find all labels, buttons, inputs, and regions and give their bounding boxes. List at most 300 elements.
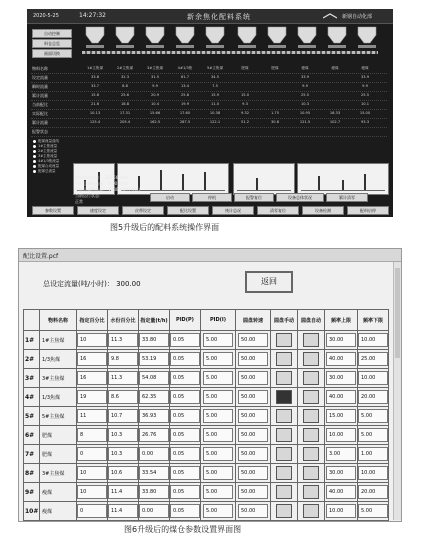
manual-toggle[interactable] [276,466,292,480]
i-field[interactable]: 5.00 [203,333,233,347]
hmi-org: 新钢自动化部 [342,14,373,20]
vertical-scrollbar[interactable] [393,262,401,520]
speed-field[interactable]: 50.00 [238,390,268,404]
manual-toggle[interactable] [276,409,292,423]
freq-lower-field[interactable]: 5.00 [358,428,388,442]
i-field[interactable]: 5.00 [203,466,233,480]
speed-field[interactable]: 50.00 [238,447,268,461]
bin-value: 10.38 [209,111,221,115]
param-cell [139,407,170,426]
row-label: 瞬时流量 [32,84,48,89]
bin-value: 162.5 [149,120,161,124]
manual-cell [271,445,298,464]
param-cell [325,388,358,407]
p-field[interactable]: 0.05 [170,447,200,461]
bin-value: 7.5 [212,84,218,88]
qty-field[interactable]: 0.00 [139,504,169,518]
i-field[interactable]: 5.00 [203,447,233,461]
bin-value: 31.5 [150,75,159,79]
legend-label: 1#主焦流量 [38,144,58,148]
manual-toggle[interactable] [276,447,292,461]
water-field[interactable]: 10.3 [108,447,138,461]
pct-field[interactable]: 11 [77,409,107,423]
total-flow-value[interactable]: 300.00 [116,280,141,288]
manual-toggle[interactable] [276,485,292,499]
bin-value: 51.2 [240,120,249,124]
param-cell [236,426,271,445]
bin-value: 17.31 [119,111,131,115]
column-header: 水份百分比 [108,310,139,331]
start-button[interactable]: 启动 [150,193,190,202]
param-cell [201,350,236,369]
bin-id: 6# [24,426,40,445]
i-field[interactable]: 5.00 [203,371,233,385]
auto-toggle[interactable] [303,447,319,461]
param-cell [236,502,271,521]
param-cell [236,388,271,407]
legend-label: 配煤合成流量 [38,164,59,168]
param-cell [236,483,271,502]
auto-toggle[interactable] [303,504,319,518]
p-field[interactable]: 0.05 [170,390,200,404]
feeder-tray [116,45,134,48]
param-cell [170,331,201,350]
bin-name: 瘦煤 [331,66,339,70]
bottom-nav-button[interactable]: 配比设置 [167,206,209,215]
bottom-nav-button[interactable]: 设备检测 [302,206,344,215]
p-field[interactable]: 0.05 [170,466,200,480]
freq-lower-field[interactable]: 20.00 [358,485,388,499]
table-header-row [24,310,389,331]
trend-bar [204,172,206,190]
bin-id: 7# [24,445,40,464]
alarm-reset-button[interactable]: 报警复位 [234,193,274,202]
freq-lower-field[interactable]: 25.00 [358,352,388,366]
i-field[interactable]: 5.00 [203,504,233,518]
bin-value: 25.5 [300,93,309,97]
param-cell [325,483,358,502]
legend-label: 配煤总流量 [38,169,56,173]
param-cell [108,350,139,369]
material-name: 瘦煤 [40,483,77,502]
param-cell [77,388,108,407]
manual-cell [271,350,298,369]
qty-field[interactable]: 0.00 [139,447,169,461]
param-cell [201,369,236,388]
freq-lower-field[interactable]: 10.00 [358,466,388,480]
param-cell [170,445,201,464]
trend-bar [182,174,184,190]
hopper-icon [205,26,225,45]
i-field[interactable]: 5.00 [203,390,233,404]
bin-value: 9.3 [242,102,248,106]
parameter-table [23,309,389,521]
bin-value: 16.33 [329,111,341,115]
bin-value: 93.3 [360,120,369,124]
column-header: 频率下限 [358,310,389,331]
param-cell [236,445,271,464]
bin-id: 1# [24,331,40,350]
legend-dot-icon [33,150,36,153]
qty-field[interactable]: 33.54 [139,466,169,480]
qty-field[interactable]: 33.80 [139,333,169,347]
bin-id: 4# [24,388,40,407]
bottom-nav-button[interactable]: 参数设置 [32,206,74,215]
water-field[interactable]: 10.3 [108,428,138,442]
qty-field[interactable]: 53.19 [139,352,169,366]
scrollbar-thumb[interactable] [395,268,400,358]
manual-toggle[interactable] [276,390,292,404]
hopper-icon [115,26,135,45]
manual-toggle[interactable] [276,428,292,442]
qty-field[interactable]: 62.35 [139,390,169,404]
qty-field[interactable]: 36.93 [139,409,169,423]
bin-value: 11.0 [210,102,219,106]
param-cell [139,445,170,464]
column-header: 圆盘手动 [271,310,298,331]
bin-value: 33.7 [90,84,99,88]
param-cell [170,369,201,388]
bin-id: 8# [24,464,40,483]
bin-value: 33.9 [360,75,369,79]
param-cell [77,407,108,426]
bin-name: 1#主焦煤 [86,66,104,70]
manual-cell [271,369,298,388]
auto-cell [298,388,325,407]
auto-toggle[interactable] [303,371,319,385]
param-cell [139,331,170,350]
grid-line [31,118,387,119]
p-field[interactable]: 0.05 [170,352,200,366]
bin-value: 25.8 [180,93,189,97]
pct-field[interactable]: 8 [77,428,107,442]
i-field[interactable]: 5.00 [203,352,233,366]
pct-field[interactable]: 19 [77,390,107,404]
manual-cell [271,388,298,407]
auto-cell [298,350,325,369]
hopper-icon [237,26,257,45]
table-row [24,407,389,426]
freq-lower-field[interactable]: 1.00 [358,447,388,461]
param-cell [358,483,389,502]
i-field[interactable]: 5.00 [203,485,233,499]
row-label: 报警状态 [32,129,48,134]
manual-toggle[interactable] [276,352,292,366]
pct-field[interactable]: 0 [77,447,107,461]
legend-dot-icon [33,140,36,143]
qty-field[interactable]: 26.76 [139,428,169,442]
speed-field[interactable]: 50.00 [238,504,268,518]
bin-value: 205.4 [119,120,131,124]
speed-field[interactable]: 50.00 [238,466,268,480]
hopper-icon [327,26,347,45]
bin-name: 5#主焦煤 [206,66,224,70]
bin-value: 33.8 [90,75,99,79]
auto-cell [298,445,325,464]
freq-upper-field[interactable]: 40.00 [326,390,356,404]
bin-value: 15.8 [90,93,99,97]
water-field[interactable]: 11.3 [108,333,138,347]
manual-toggle[interactable] [276,371,292,385]
auto-toggle[interactable] [303,466,319,480]
param-cell [201,502,236,521]
param-cell [358,331,389,350]
freq-upper-field[interactable]: 15.00 [326,409,356,423]
param-cell [139,350,170,369]
bin-value: 8.8 [122,84,128,88]
legend-label: 4#1/3焦流量 [38,159,60,163]
bin-name: 3#主焦煤 [146,66,164,70]
speed-field[interactable]: 50.00 [238,409,268,423]
freq-lower-field[interactable]: 5.00 [358,409,388,423]
param-cell [139,464,170,483]
legend-dot-icon [33,155,36,158]
param-cell [108,426,139,445]
param-cell [108,464,139,483]
freq-lower-field[interactable]: 20.00 [358,390,388,404]
auto-toggle[interactable] [303,428,319,442]
legend-item[interactable] [33,169,56,174]
auto-toggle[interactable] [303,333,319,347]
bin-value: 287.5 [179,120,191,124]
speed-field[interactable]: 50.00 [238,333,268,347]
bin-value: 32.3 [120,75,129,79]
i-field[interactable]: 5.00 [203,428,233,442]
bin-value: 10.13 [89,111,101,115]
bottom-nav-button[interactable]: 统计总况 [212,206,254,215]
table-row [24,426,389,445]
bin-value: 10.95 [299,111,311,115]
speed-field[interactable]: 50.00 [238,485,268,499]
water-field[interactable]: 9.8 [108,352,138,366]
bin-id: 3# [24,369,40,388]
hopper-icon [175,26,195,45]
legend-dot-icon [33,160,36,163]
figure-6-caption: 图6升级后的煤仓参数设置界面图 [124,525,242,534]
row-label: 累计流量 [32,120,48,125]
param-cell [201,407,236,426]
bin-name: 肥煤 [241,66,249,70]
bin-value: 9.9 [152,84,158,88]
pct-field[interactable]: 10 [77,466,107,480]
material-name: 3#主焦煤 [40,369,77,388]
p-field[interactable]: 0.05 [170,333,200,347]
trend-bar [364,174,366,190]
nav-auto-control-button[interactable]: 自动控制 [32,29,72,38]
pct-field[interactable]: 16 [77,371,107,385]
qty-field[interactable]: 33.80 [139,485,169,499]
speed-field[interactable]: 50.00 [238,428,268,442]
param-cell [201,331,236,350]
hmi-time: 14:27:32 [79,12,106,19]
bin-value: 34.5 [210,75,219,79]
bin-value: 15.0 [240,93,249,97]
bin-id: 5# [24,407,40,426]
param-cell [108,369,139,388]
bin-value: 102.7 [329,120,341,124]
manual-cell [271,483,298,502]
return-button[interactable]: 返回 [245,271,293,293]
row-label: 物料名称 [32,66,48,71]
param-cell [325,407,358,426]
auto-toggle[interactable] [303,409,319,423]
material-name: 1#主焦煤 [40,331,77,350]
column-header: 圆盘自动 [298,310,325,331]
header-corner [24,310,40,331]
total-flow-label: 总设定流量(吨/小时)： [43,280,114,288]
bottom-nav-button[interactable]: 配料启停 [347,206,389,215]
equipment-status-button[interactable]: 设备总体状况 [276,193,324,202]
column-header: 物料名称 [40,310,77,331]
param-cell [325,331,358,350]
auto-toggle[interactable] [303,485,319,499]
param-cell [325,350,358,369]
hopper-icon [145,26,165,45]
bin-value: 10.4 [150,102,159,106]
bin-value: 20.9 [150,93,159,97]
param-cell [139,388,170,407]
param-cell [358,464,389,483]
param-cell [236,464,271,483]
hopper-icon [297,26,317,45]
bottom-nav-button[interactable]: 皮带设定 [122,206,164,215]
set-total-flow: 当前设定流量： 334.56 吨/时 [75,175,129,180]
water-field[interactable]: 11.3 [108,371,138,385]
pct-field[interactable]: 0 [77,504,107,518]
trend-chart-3 [233,163,295,195]
p-field[interactable]: 0.05 [170,485,200,499]
manual-toggle[interactable] [276,504,292,518]
pct-field[interactable]: 10 [77,485,107,499]
water-field[interactable]: 8.6 [108,390,138,404]
trend-bar [318,176,320,190]
auto-cell [298,464,325,483]
freq-upper-field[interactable]: 10.00 [326,504,356,518]
column-header: 圆盘转速 [236,310,271,331]
p-field[interactable]: 0.05 [170,409,200,423]
water-field[interactable]: 10.6 [108,466,138,480]
freq-lower-field[interactable]: 5.00 [358,504,388,518]
bin-value: 21.6 [90,102,99,106]
freq-upper-field[interactable]: 3.00 [326,447,356,461]
p-field[interactable]: 0.05 [170,428,200,442]
hopper-icon [85,26,105,45]
freq-lower-field[interactable]: 10.00 [358,371,388,385]
freq-upper-field[interactable]: 40.00 [326,352,356,366]
column-header: 指定量(t/h) [139,310,170,331]
manual-cell [271,407,298,426]
ratio-settings-window [18,248,402,522]
param-cell [325,464,358,483]
bottom-nav-button[interactable]: 速度设定 [77,206,119,215]
legend-label: 2#主焦流量 [38,149,58,153]
freq-upper-field[interactable]: 10.00 [326,428,356,442]
auto-cell [298,502,325,521]
auto-cell [298,483,325,502]
run-status-label: 当前运行状态： [75,193,103,198]
i-field[interactable]: 5.00 [203,409,233,423]
manual-toggle[interactable] [276,333,292,347]
bottom-nav-button[interactable]: 清零复位 [257,206,299,215]
bin-value: 9.9 [362,84,368,88]
param-cell [77,426,108,445]
freq-upper-field[interactable]: 40.00 [326,485,356,499]
legend-label: 配煤流量曲线 [38,139,59,143]
auto-cell [298,407,325,426]
nav-switch-screen-button[interactable]: 画面切换 [32,49,72,58]
clear-total-button[interactable]: 累计清零 [326,193,368,202]
hopper-icon [267,26,287,45]
freq-upper-field[interactable]: 30.00 [326,466,356,480]
material-name: 瘦煤 [40,502,77,521]
bin-value: 25.5 [360,93,369,97]
stop-button[interactable]: 停机 [192,193,232,202]
material-name: 肥煤 [40,445,77,464]
param-cell [170,350,201,369]
row-label: 累计流量 [32,93,48,98]
column-header: PID(P) [170,310,201,331]
auto-toggle[interactable] [303,390,319,404]
param-cell [358,350,389,369]
conveyor-belt [82,51,378,54]
pct-field[interactable]: 10 [77,333,107,347]
legend-dot-icon [33,170,36,173]
feeder-tray [268,45,286,48]
p-field[interactable]: 0.05 [170,504,200,518]
param-cell [325,369,358,388]
speed-field[interactable]: 50.00 [238,371,268,385]
param-cell [77,483,108,502]
company-logo-icon [323,13,337,19]
window-title-bar [19,249,401,262]
param-cell [236,407,271,426]
speed-field[interactable]: 50.00 [238,352,268,366]
water-field[interactable]: 11.4 [108,485,138,499]
freq-upper-field[interactable]: 30.00 [326,333,356,347]
param-cell [170,407,201,426]
legend-dot-icon [33,165,36,168]
grid-line [31,73,387,74]
param-cell [170,426,201,445]
p-field[interactable]: 0.05 [170,371,200,385]
param-cell [77,331,108,350]
auto-toggle[interactable] [303,352,319,366]
trend-bar [160,170,162,190]
pct-field[interactable]: 16 [77,352,107,366]
run-status-value: 正常 [75,199,83,204]
bin-id: 2# [24,350,40,369]
bin-value: 17.60 [179,111,191,115]
table-row [24,331,389,350]
water-field[interactable]: 10.7 [108,409,138,423]
param-cell [358,445,389,464]
qty-field[interactable]: 54.08 [139,371,169,385]
figure-5-caption: 图5升级后的配料系统操作界面 [110,223,220,232]
freq-lower-field[interactable]: 10.00 [358,333,388,347]
param-cell [325,502,358,521]
param-cell [358,369,389,388]
feeder-tray [206,45,224,48]
param-cell [108,445,139,464]
freq-upper-field[interactable]: 30.00 [326,371,356,385]
nav-bin-overview-button[interactable]: 料仓总览 [32,39,72,48]
param-cell [325,426,358,445]
param-cell [170,464,201,483]
param-cell [77,350,108,369]
grid-line [31,82,387,83]
bin-value: 10.1 [360,102,369,106]
water-field[interactable]: 11.4 [108,504,138,518]
